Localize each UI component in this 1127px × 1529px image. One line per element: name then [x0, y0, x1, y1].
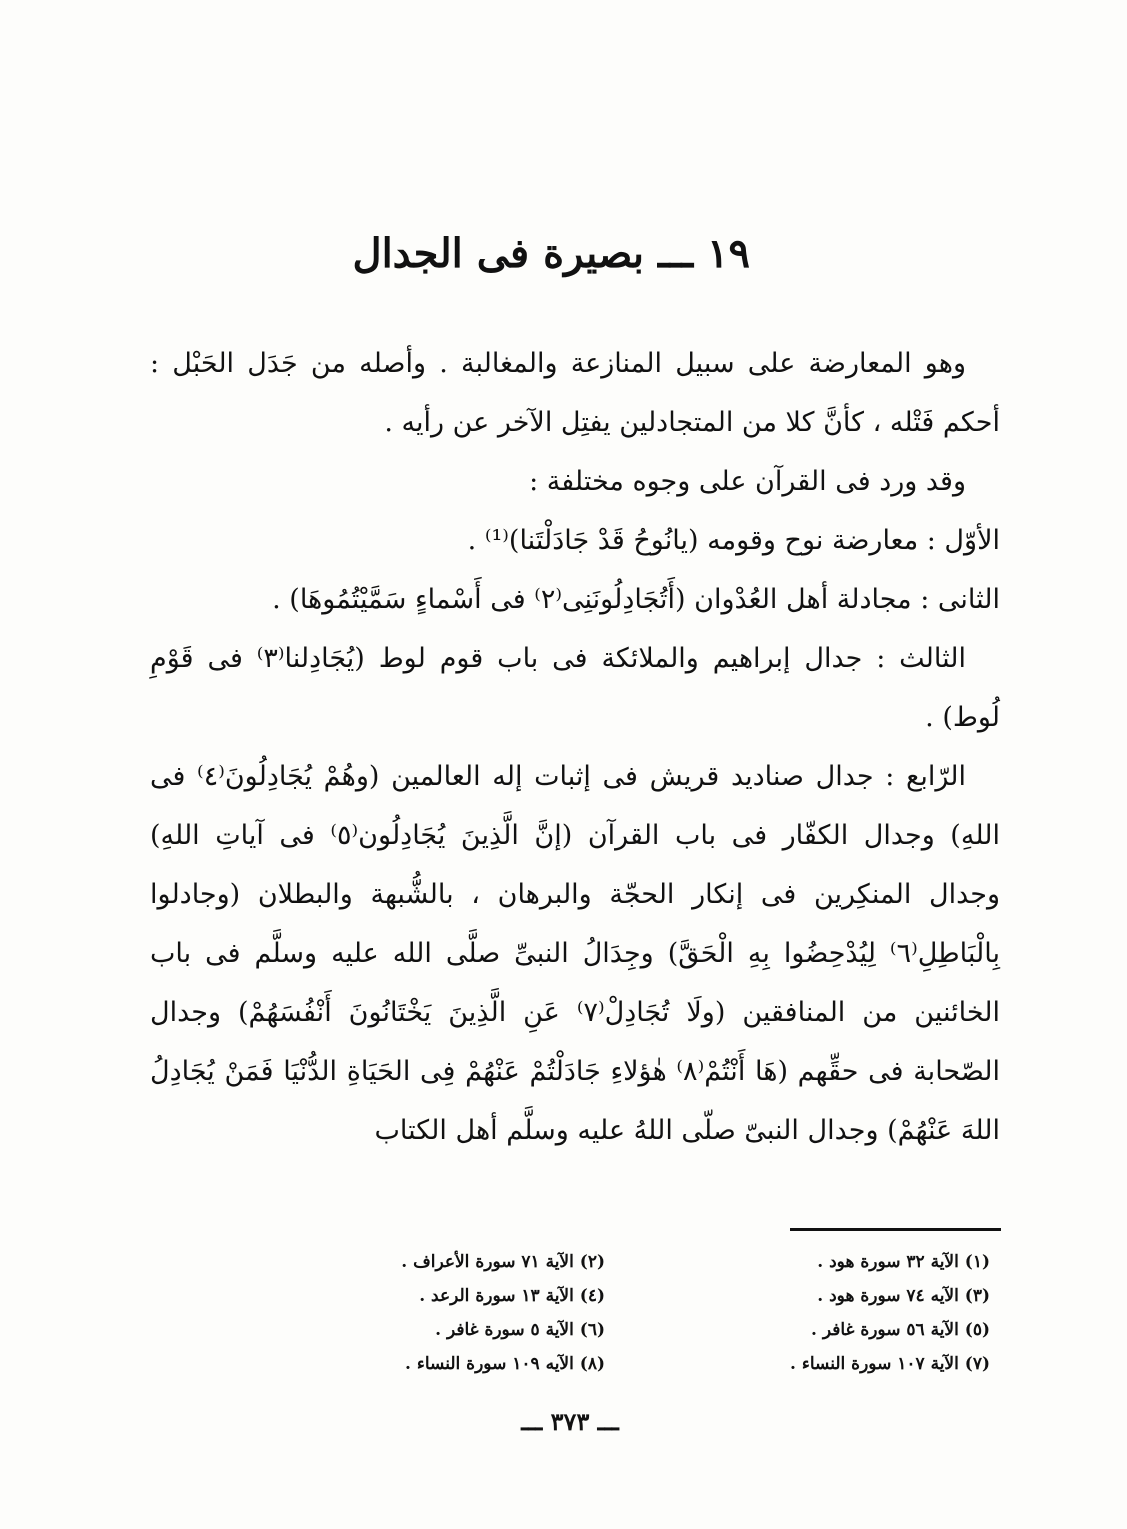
footnote-2: (٢) الآية ٧١ سورة الأعراف .: [401, 1252, 605, 1272]
footnote-divider: [790, 1228, 1001, 1231]
section-title: ١٩ ـــ بصيرة فى الجدال: [352, 230, 750, 277]
footnote-6: (٦) الآية ٥ سورة غافر .: [435, 1320, 605, 1340]
paragraph-third: الثالث : جدال إبراهيم والملائكة فى باب قوم لوط (يُجَادِلنا⁽٣⁾ فى قَوْمِ لُوط) .: [150, 643, 1000, 733]
paragraph-definition: وهو المعارضة على سبيل المنازعة والمغالبة . وأصله من جَدَل الحَبْل : أحكم فَتْله ، كأنَّ كلا من المتجادلين يفتِل الآخر عن رأيه .: [150, 348, 1000, 438]
page-number: ـــ ٣٧٣ ـــ: [521, 1407, 619, 1436]
footnote-5: (٥) الآية ٥٦ سورة غافر .: [810, 1320, 990, 1340]
paragraph-intro: وقد ورد فى القرآن على وجوه مختلفة :: [529, 466, 966, 497]
footnote-8: (٨) الآيه ١٠٩ سورة النساء .: [405, 1354, 605, 1374]
footnote-4: (٤) الآية ١٣ سورة الرعد .: [419, 1286, 605, 1306]
footnote-3: (٣) الآيه ٧٤ سورة هود .: [817, 1286, 990, 1306]
paragraph-first: الأوّل : معارضة نوح وقومه (يانُوحُ قَدْ جَادَلْتَنا)⁽¹⁾ .: [467, 525, 1000, 556]
footnotes: [250, 1245, 990, 1381]
footnote-7: (٧) الآية ١٠٧ سورة النساء .: [790, 1354, 990, 1374]
paragraph-fourth: الرّابع : جدال صناديد قريش فى إثبات إله العالمين (وهُمْ يُجَادِلُونَ⁽٤⁾ فى اللهِ) وجدال الكفّار فى باب القرآن (إنَّ الَّذِينَ يُجَادِلُون⁽٥⁾ فى آياتِ اللهِ) وجدال المنكِرين فى إنكار الحجّة والبرهان ، بالشُّبهة والبطلان (وجادلوا بِالْبَاطِلِ⁽٦⁾ لِيُدْحِضُوا بِهِ الْحَقَّ) وجِدَالُ النبىِّ صلَّى الله عليه وسلَّم فى باب الخائنين من المنافقين (ولَا تُجَادِلْ⁽٧⁾ عَنِ الَّذِينَ يَخْتَانُونَ أَنْفُسَهُمْ) وجدال الصّحابة فى حقِّهم (هَا أَنْتُمْ⁽٨⁾ هٰؤلاءِ جَادَلْتُمْ عَنْهُمْ فِى الحَيَاةِ الدُّنْيَا فَمَنْ يُجَادِلُ اللهَ عَنْهُمْ) وجدال النبىّ صلّى اللهُ عليه وسلَّم أهل الكتاب: [150, 761, 1000, 1146]
footnote-1: (١) الآية ٣٢ سورة هود .: [817, 1252, 990, 1272]
paragraph-second: الثانى : مجادلة أهل العُدْوان (أَتُجَادِلُونَنِى⁽٢⁾ فى أَسْماءٍ سَمَّيْتُمُوهَا) .: [272, 584, 1000, 615]
main-text: [150, 334, 1000, 1160]
